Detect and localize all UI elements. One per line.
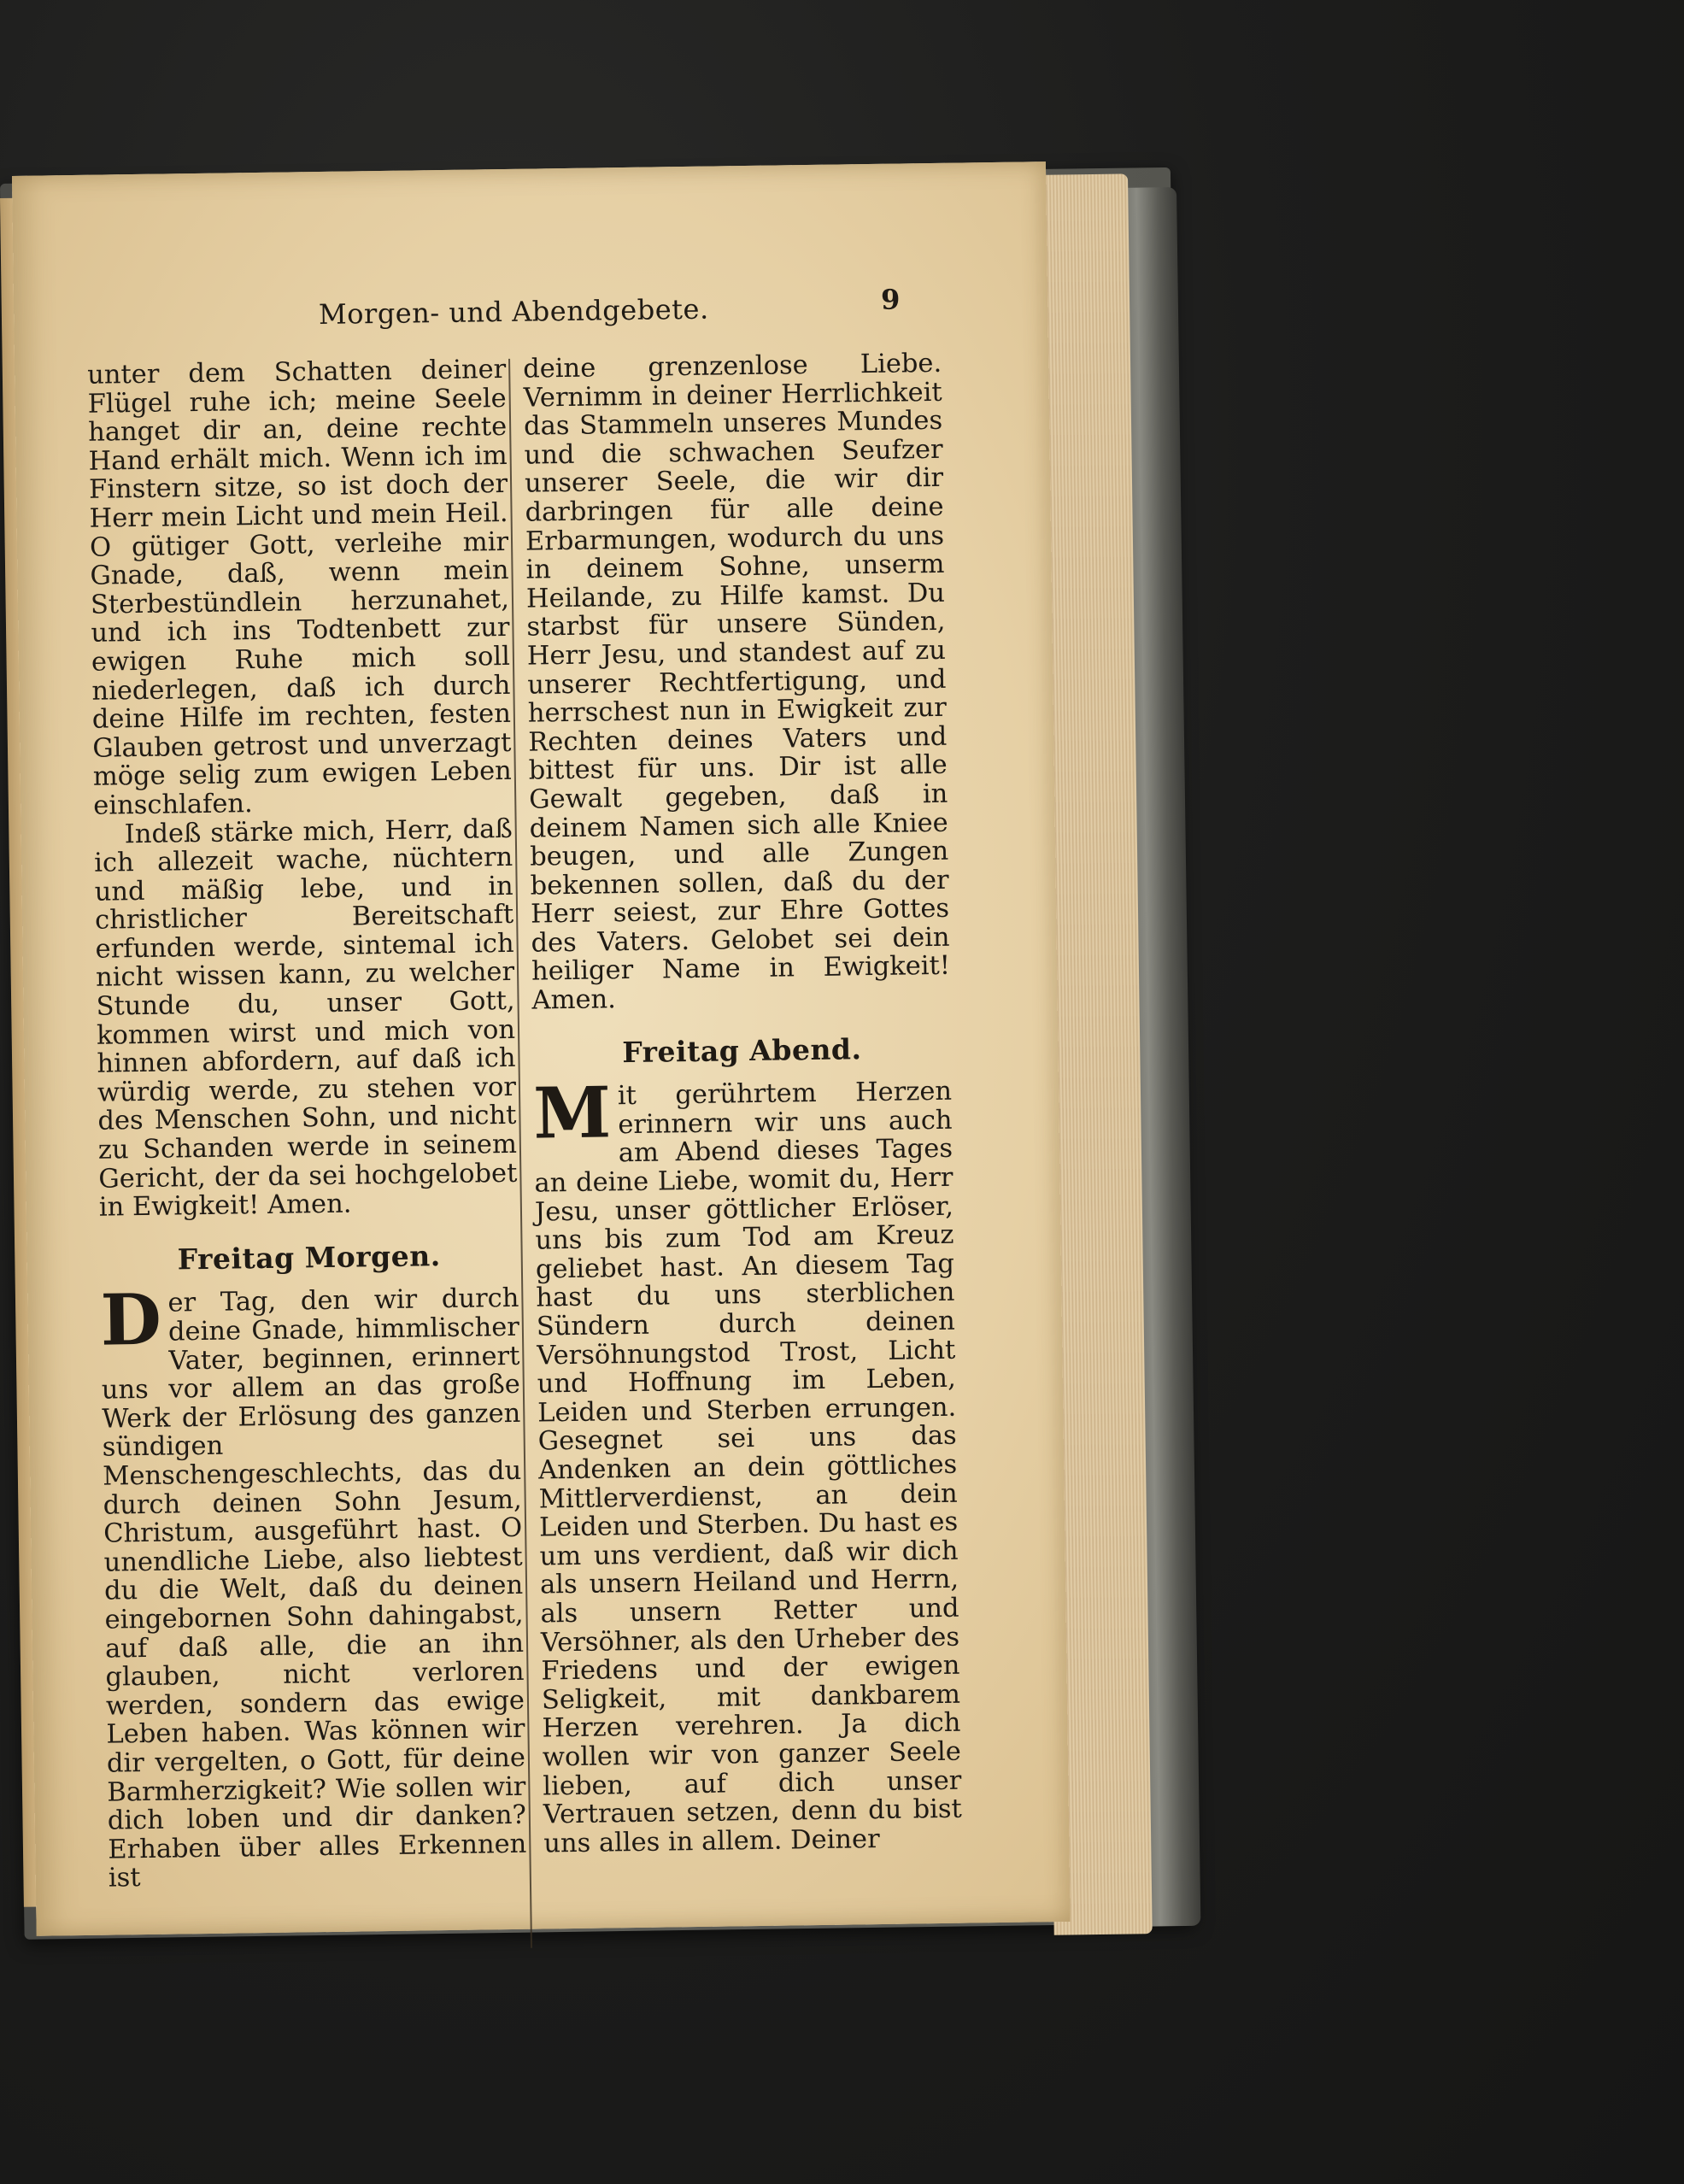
left-paragraph-3-text: er Tag, den wir durch deine Gnade, himmlischer Vater, beginnen, erinnert uns vor allem an das große Werk der Erlösung des ganzen sündigen Menschengeschlechts, das du durch deinen Sohn Jesum, Christum, ausgeführt hast. O unendliche Liebe, also liebtest du die Welt, daß du deinen eingebornen Sohn dahingabst, auf daß alle, die an ihn glauben, nicht verloren werden, sondern das ewige Leben haben. Was können wir dir vergelten, o Gott, für deine Barmherzigkeit? Wie sollen wir dich loben und dir danken? Erhaben über alles Erkennen ist — [101, 1283, 527, 1893]
page-content — [12, 161, 1071, 1936]
right-paragraph-2 — [532, 1071, 963, 1859]
left-paragraph-3 — [100, 1279, 527, 1893]
section-heading-freitag-abend: Freitag Abend. — [622, 1031, 862, 1069]
right-paragraph-2-text: it gerührtem Herzen erinnern wir uns auch am Abend dieses Tages an deine Liebe, womit du, Herr Jesu, unser göttlicher Erlöser, uns bis zum Tod am Kreuz geliebet hast. An diesem Tag hast du uns sterblichen Sündern durch deinen Versöhnungstod Trost, Licht und Hoffnung im Leben, Leiden und Sterben errungen. Gesegnet sei uns das Andenken an dein göttliches Mittlerverdienst, an dein Leiden und Sterben. Du hast es um uns verdient, daß wir dich als unsern Heiland und Herrn, als unsern Retter und Versöhner, als den Urheber des Friedens und der ewigen Seligkeit, mit dankbarem Herzen verehren. Ja dich wollen wir von ganzer Seele lieben, auf dich unser Vertrauen setzen, denn du bist uns alles in allem. Deiner — [534, 1076, 963, 1859]
drop-cap: D — [100, 1279, 162, 1363]
left-paragraph-2: Indeß stärke mich, Herr, daß ich allezeit wache, nüchtern und mäßig lebe, und in christlicher Bereitschaft erfunden werde, sintemal ich nicht wissen kann, zu welcher Stunde du, unser Gott, kommen wirst und mich von hinnen abfordern, auf daß ich würdig werde, zu stehen vor des Menschen Sohn, und nicht zu Schanden werde in seinem Gericht, der da sei hochgelobet in Ewigkeit! Amen. — [93, 813, 518, 1223]
running-head: Morgen- und Abendgebete. — [318, 292, 709, 332]
right-column — [523, 349, 963, 1858]
left-column — [87, 355, 527, 1893]
book-page — [12, 161, 1071, 1936]
drop-cap: M — [532, 1071, 612, 1155]
page-number: 9 — [880, 283, 901, 316]
left-paragraph-1: unter dem Schatten deiner Flügel ruhe ich; meine Seele hanget dir an, deine rechte Hand erhält mich. Wenn ich im Finstern sitze, so ist doch der Herr mein Licht und mein Heil. O gütiger Gott, verleihe mir Gnade, daß, wenn mein Sterbestündlein herzunahet, und ich ins Todtenbett zur ewigen Ruhe mich soll niederlegen, daß ich durch deine Hilfe im rechten, festen Glauben getrost und unverzagt möge selig zum ewigen Leben einschlafen. — [87, 354, 513, 821]
section-heading-freitag-morgen: Freitag Morgen. — [177, 1238, 441, 1277]
right-paragraph-1: deine grenzenlose Liebe. Vernimm in deiner Herrlichkeit das Stammeln unseres Mundes und die schwachen Seufzer unserer Seele, die wir dir darbringen für alle deine Erbarmungen, wodurch du uns in deinem Sohne, unserm Heilande, zu Hilfe kamst. Du starbst für unsere Sünden, Herr Jesu, und standest auf zu unserer Rechtfertigung, und herrschest nun in Ewigkeit zur Rechten deines Vaters und bittest für uns. Dir ist alle Gewalt gegeben, daß in deinem Namen sich alle Kniee beugen, und alle Zungen bekennen sollen, daß du der Herr seiest, zur Ehre Gottes des Vaters. Gelobet sei dein heiliger Name in Ewigkeit! Amen. — [522, 348, 951, 1016]
